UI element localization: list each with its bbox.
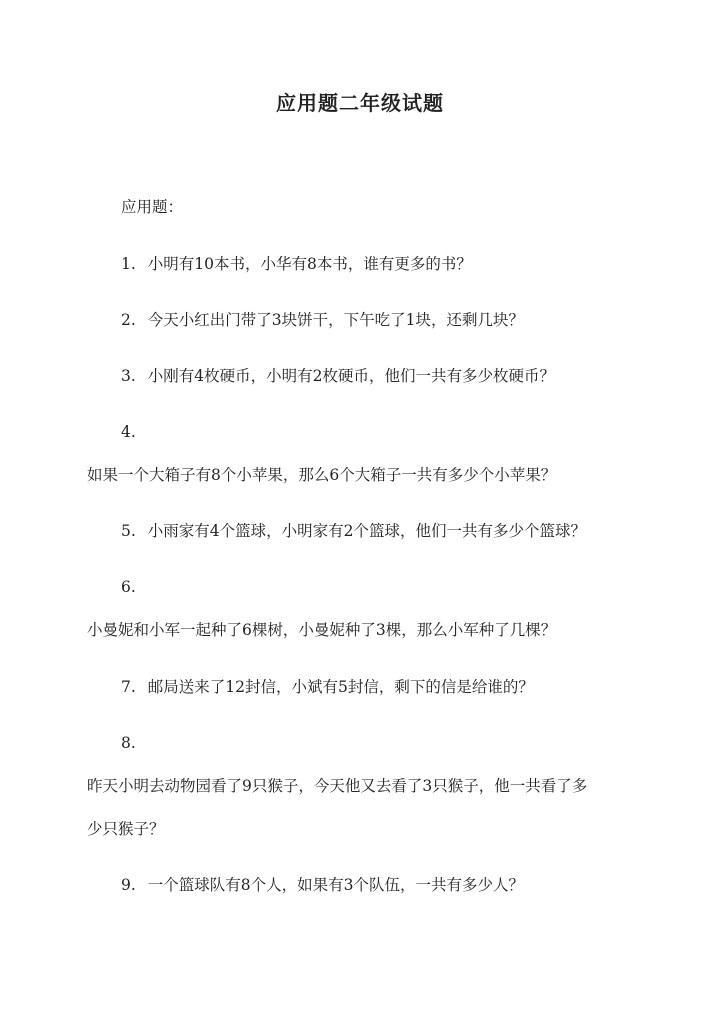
question-number: 1.	[121, 255, 136, 273]
question-9	[121, 874, 524, 896]
question-text: 小明有10本书，小华有8本书，谁有更多的书？	[147, 255, 472, 273]
question-4-text: 如果一个大箱子有8个小苹果，那么6个大箱子一共有多少个小苹果？	[87, 466, 557, 484]
question-5	[121, 520, 586, 542]
question-text: 小刚有4枚硬币，小明有2枚硬币，他们一共有多少枚硬币？	[147, 367, 556, 385]
question-text: 邮局送来了12封信，小斌有5封信，剩下的信是给谁的？	[147, 678, 534, 696]
question-text: 一个篮球队有8个人，如果有3个队伍，一共有多少人？	[147, 876, 525, 894]
question-number: 9.	[121, 876, 136, 894]
question-text: 小雨家有4个篮球，小明家有2个篮球，他们一共有多少个篮球？	[147, 522, 587, 540]
question-6-text: 小曼妮和小军一起种了6棵树，小曼妮种了3棵，那么小军种了几棵？	[87, 621, 557, 639]
section-label: 应用题：	[121, 198, 184, 216]
question-3	[121, 365, 555, 387]
question-2	[121, 309, 524, 331]
question-6-number: 6.	[121, 578, 136, 596]
question-text: 今天小红出门带了3块饼干，下午吃了1块，还剩几块？	[147, 311, 525, 329]
question-1	[121, 253, 472, 275]
question-number: 3.	[121, 367, 136, 385]
question-number: 2.	[121, 311, 136, 329]
question-number: 7.	[121, 678, 136, 696]
question-8-text-line2: 少只猴子？	[87, 820, 165, 838]
question-8-text-line1: 昨天小明去动物园看了9只猴子，今天他又去看了3只猴子，他一共看了多	[87, 777, 588, 795]
question-4-number: 4.	[121, 423, 136, 441]
question-number: 5.	[121, 522, 136, 540]
question-7	[121, 676, 534, 698]
document-title: 应用题二年级试题	[276, 91, 444, 115]
question-8-number: 8.	[121, 734, 136, 752]
